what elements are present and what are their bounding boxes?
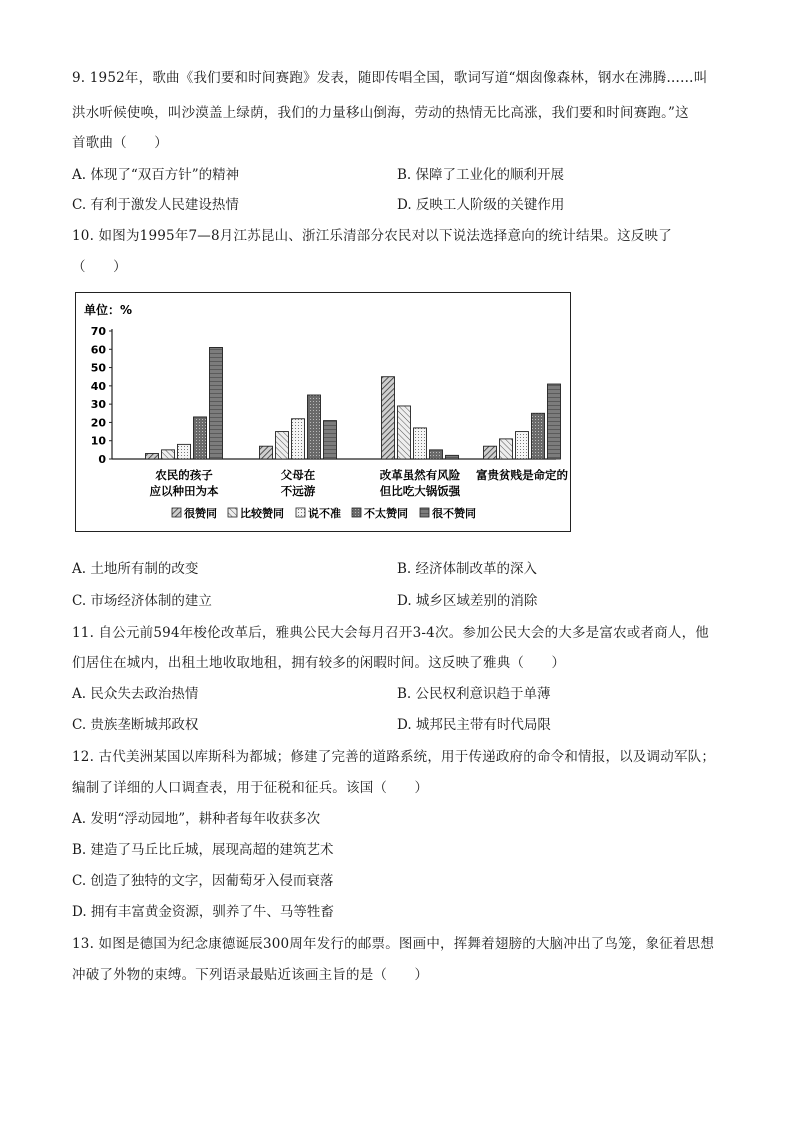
q11-option-d[interactable]: D. 城邦民主带有时代局限 bbox=[397, 717, 551, 733]
y-tick-label: 50 bbox=[90, 361, 106, 375]
legend-swatch bbox=[172, 508, 181, 517]
q9-option-c[interactable]: C. 有利于激发人民建设热情 bbox=[72, 197, 239, 213]
q10-stem-line-1: 10. 如图为1995年7—8月江苏昆山、浙江乐清部分农民对以下说法选择意向的统计结果。这反映了 bbox=[72, 228, 672, 244]
legend-swatch bbox=[296, 508, 305, 517]
q11-stem-line-1: 11. 自公元前594年梭伦改革后，雅典公民大会每月召开3-4次。参加公民大会的大多是富农或者商人，他 bbox=[72, 625, 709, 641]
chart-legend bbox=[172, 506, 476, 520]
q11-option-b[interactable]: B. 公民权利意识趋于单薄 bbox=[397, 686, 551, 702]
legend-swatch bbox=[420, 508, 429, 517]
bar-2-2 bbox=[414, 428, 427, 459]
bar-0-0 bbox=[146, 454, 159, 459]
category-label: 农民的孩子 bbox=[155, 468, 213, 482]
q12-option-a[interactable]: A. 发明“浮动园地”，耕种者每年收获多次 bbox=[72, 811, 321, 827]
q12-option-c[interactable]: C. 创造了独特的文字，因葡萄牙入侵而衰落 bbox=[72, 873, 334, 889]
q10-option-a[interactable]: A. 土地所有制的改变 bbox=[72, 561, 199, 577]
legend-swatch bbox=[228, 508, 237, 517]
category-label: 富贵贫贱是命定的 bbox=[476, 468, 568, 482]
bar-2-3 bbox=[430, 450, 443, 459]
bar-0-1 bbox=[162, 450, 175, 459]
q13-stem-line-2: 冲破了外物的束缚。下列语录最贴近该画主旨的是（ ） bbox=[72, 967, 429, 983]
category-label: 父母在 bbox=[280, 468, 316, 482]
y-tick-label: 40 bbox=[90, 379, 106, 393]
survey-bar-chart bbox=[75, 292, 571, 532]
q10-stem-line-2: （ ） bbox=[72, 259, 127, 275]
q9-stem-line-1: 9. 1952年，歌曲《我们要和时间赛跑》发表，随即传唱全国，歌词写道“烟囱像森林，钢水在沸腾……叫 bbox=[72, 70, 708, 86]
y-tick-label: 60 bbox=[90, 343, 106, 357]
bar-3-2 bbox=[516, 432, 529, 459]
legend-label: 很赞同 bbox=[184, 507, 217, 520]
category-label: 不远游 bbox=[280, 484, 316, 498]
q11-option-a[interactable]: A. 民众失去政治热情 bbox=[72, 686, 199, 702]
q10-option-c[interactable]: C. 市场经济体制的建立 bbox=[72, 593, 212, 609]
q11-stem-line-2: 们居住在城内，出租土地收取地租，拥有较多的闲暇时间。这反映了雅典（ ） bbox=[72, 655, 566, 671]
q12-option-b[interactable]: B. 建造了马丘比丘城，展现高超的建筑艺术 bbox=[72, 842, 334, 858]
bar-0-2 bbox=[178, 444, 191, 459]
bar-1-0 bbox=[260, 446, 273, 459]
bar-2-4 bbox=[446, 455, 459, 459]
q12-stem-line-2: 编制了详细的人口调查表，用于征税和征兵。该国（ ） bbox=[72, 780, 429, 796]
y-tick-label: 0 bbox=[98, 453, 106, 466]
y-tick-label: 20 bbox=[90, 416, 106, 430]
q10-option-d[interactable]: D. 城乡区域差别的消除 bbox=[397, 593, 538, 609]
bar-3-4 bbox=[548, 384, 561, 459]
y-tick-label: 10 bbox=[90, 434, 106, 448]
category-label: 但比吃大锅饭强 bbox=[379, 484, 461, 498]
bar-0-3 bbox=[194, 417, 207, 459]
legend-swatch bbox=[352, 508, 361, 517]
q12-stem-line-1: 12. 古代美洲某国以库斯科为都城；修建了完善的道路系统，用于传递政府的命令和情报，以及调动军队； bbox=[72, 749, 716, 765]
q12-option-d[interactable]: D. 拥有丰富黄金资源，驯养了牛、马等牲畜 bbox=[72, 904, 334, 920]
legend-label: 不太赞同 bbox=[364, 507, 408, 520]
legend-label: 说不准 bbox=[308, 507, 341, 520]
q10-option-b[interactable]: B. 经济体制改革的深入 bbox=[397, 561, 538, 577]
chart-canvas bbox=[76, 293, 572, 533]
category-labels bbox=[150, 468, 569, 498]
bar-3-3 bbox=[532, 413, 545, 459]
category-label: 改革虽然有风险 bbox=[379, 468, 461, 482]
q9-stem-line-2: 洪水听候使唤，叫沙漠盖上绿荫，我们的力量移山倒海，劳动的热情无比高涨，我们要和时间赛跑。”这 bbox=[72, 105, 689, 121]
bar-3-0 bbox=[484, 446, 497, 459]
q9-option-a[interactable]: A. 体现了“双百方针”的精神 bbox=[72, 167, 240, 183]
q9-option-b[interactable]: B. 保障了工业化的顺利开展 bbox=[397, 167, 565, 183]
bars-group bbox=[146, 347, 561, 459]
bar-2-0 bbox=[382, 377, 395, 459]
bar-1-3 bbox=[308, 395, 321, 459]
chart-unit-label: 单位：% bbox=[84, 303, 133, 317]
y-tick-label: 30 bbox=[90, 398, 106, 412]
category-label: 应以种田为本 bbox=[149, 484, 219, 498]
legend-label: 很不赞同 bbox=[432, 507, 476, 520]
bar-1-4 bbox=[324, 421, 337, 459]
bar-2-1 bbox=[398, 406, 411, 459]
bar-1-2 bbox=[292, 419, 305, 459]
bar-0-4 bbox=[210, 347, 223, 459]
q13-stem-line-1: 13. 如图是德国为纪念康德诞辰300周年发行的邮票。图画中，挥舞着翅膀的大脑冲出了鸟笼，象征着思想 bbox=[72, 936, 715, 952]
q9-option-d[interactable]: D. 反映工人阶级的关键作用 bbox=[397, 197, 565, 213]
bar-1-1 bbox=[276, 432, 289, 459]
q11-option-c[interactable]: C. 贵族垄断城邦政权 bbox=[72, 717, 199, 733]
bar-3-1 bbox=[500, 439, 513, 459]
q9-stem-line-3: 首歌曲（ ） bbox=[72, 135, 168, 151]
y-tick-label: 70 bbox=[90, 325, 106, 338]
legend-label: 比较赞同 bbox=[240, 507, 284, 520]
